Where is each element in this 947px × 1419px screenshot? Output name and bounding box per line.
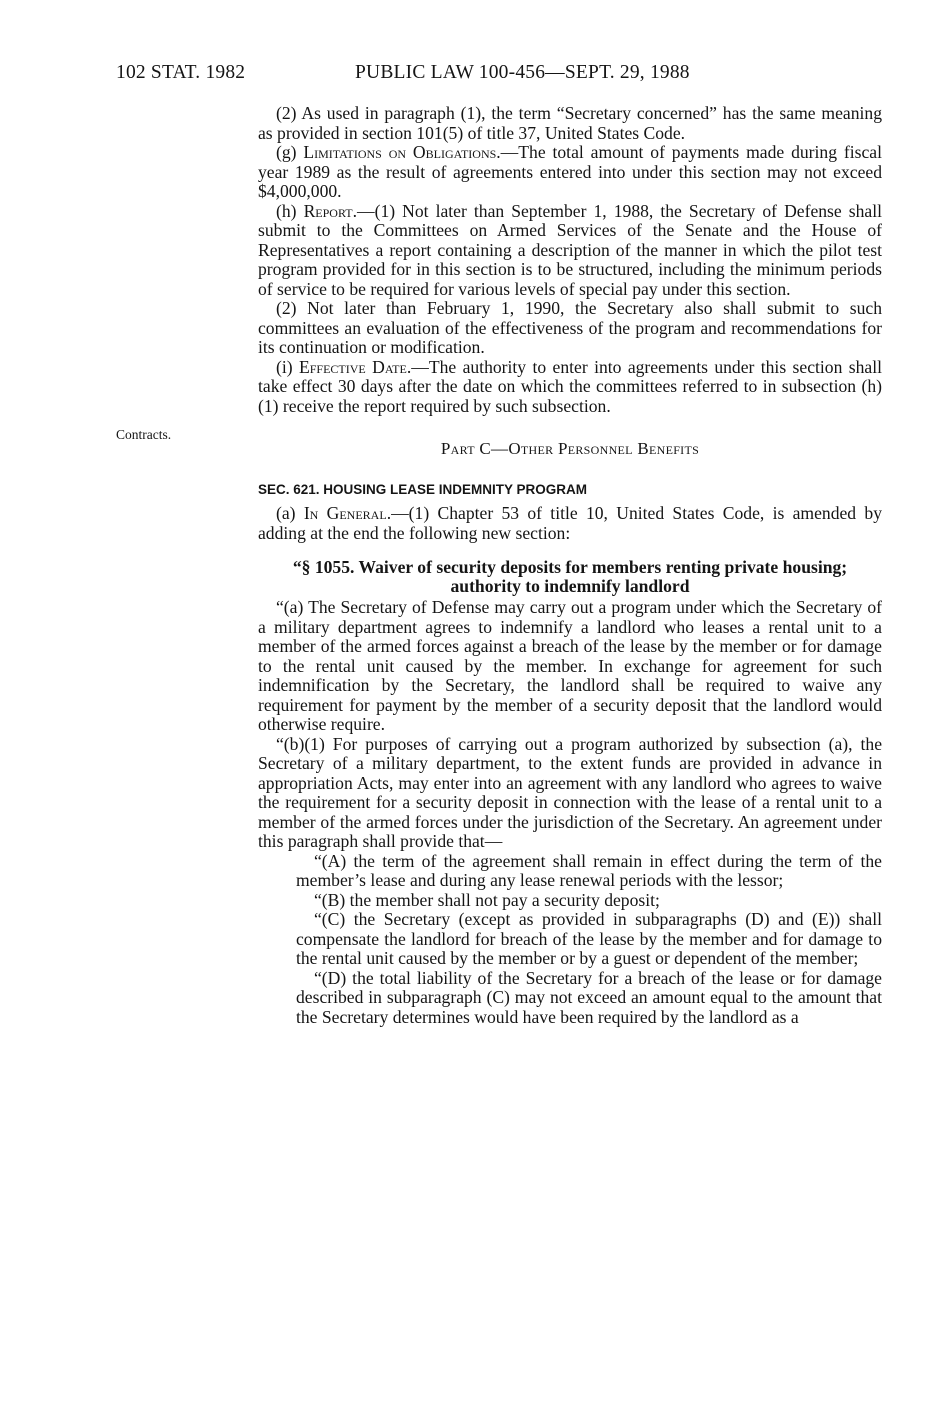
quoted-subparagraph-b: “(B) the member shall not pay a security deposit; (314, 889, 660, 910)
quoted-subparagraph-d: “(D) the total liability of the Secretary for a breach of the lease or for damage described in subparagraph (C) may not exceed an amount equal to the amount that the Secretary determines would have been required by the landlord as a (296, 967, 882, 1027)
document-body (258, 104, 882, 1027)
subsection-g: (g) Limitations on Obligations.—The total amount of payments made during fiscal year 1989 as the result of agreements entered into under this section may not exceed $4,000,000. (258, 142, 882, 201)
subsection-a-heading: In General (303, 503, 387, 523)
margin-note-contracts: Contracts. (116, 427, 172, 442)
paragraph-secretary-concerned: (2) As used in paragraph (1), the term “Secretary concerned” has the same meaning as provided in section 101(5) of title 37, United States Code. (258, 103, 882, 143)
subsection-i-heading: Effective Date (299, 356, 407, 377)
section-1055-heading: “§ 1055. Waiver of security deposits for members renting private housing; authority to indemnify landlord (292, 557, 848, 596)
page-stat-number: 102 STAT. 1982 (116, 62, 246, 83)
subsection-g-heading: Limitations on Obligations (303, 142, 497, 162)
quoted-subsection-b-1: “(b)(1) For purposes of carrying out a program authorized by subsection (a), the Secretary of a military department, to the extent funds are provided in advance in appropriation Acts, may enter into an agreement with any landlord who agrees to waive the requirement for a security deposit in connection with the lease of a rental unit to a member of the armed forces under the jurisdiction of the Secretary. An agreement under this paragraph shall provide that— (258, 733, 882, 851)
subsection-h-2: (2) Not later than February 1, 1990, the Secretary also shall submit to such committees an evaluation of the effectiveness of the program and recommendations for its continuation or modification. (258, 298, 882, 357)
public-law-reference: PUBLIC LAW 100-456—SEPT. 29, 1988 (355, 62, 690, 83)
section-621-heading: SEC. 621. HOUSING LEASE INDEMNITY PROGRAM (258, 481, 588, 497)
subsection-i: (i) Effective Date.—The authority to enter into agreements under this section shall take effect 30 days after the date on which the committees referred to in subsection (h)(1) receive the report required by such subsection. (258, 356, 882, 416)
subsection-a: (a) In General.—(1) Chapter 53 of title 10, United States Code, is amended by adding at the end the following new section: (258, 503, 882, 543)
quoted-subsection-a: “(a) The Secretary of Defense may carry out a program under which the Secretary of a military department agrees to indemnify a landlord who leases a rental unit to a member of the armed forces against a breach of the lease by the member or for damage to the rental unit caused by the member. In exchange for agreement for such indemnification by the Secretary, the landlord shall be required to waive any requirement for payment by the member of a security deposit that the landlord would otherwise require. (258, 597, 882, 734)
subsection-h: (h) Report.—(1) Not later than September 1, 1988, the Secretary of Defense shall submit to the Committees on Armed Services of the Senate and the House of Representatives a report containing a description of the manner in which the pilot test program provided for in this section is to be structured, including the minimum periods of service to be required for various levels of special pay under this section. (258, 200, 882, 299)
quoted-subparagraph-a: “(A) the term of the agreement shall remain in effect during the term of the member’s lease and during any lease renewal periods with the lessor; (296, 850, 882, 890)
subsection-h-heading: Report (303, 200, 353, 221)
quoted-subparagraph-c: “(C) the Secretary (except as provided in subparagraphs (D) and (E)) shall compensate the landlord for breach of the lease by the member and for damage to the rental unit caused by the member or by a guest or dependent of the member; (296, 909, 882, 968)
part-c-heading: Part C—Other Personnel Benefits (440, 439, 700, 458)
